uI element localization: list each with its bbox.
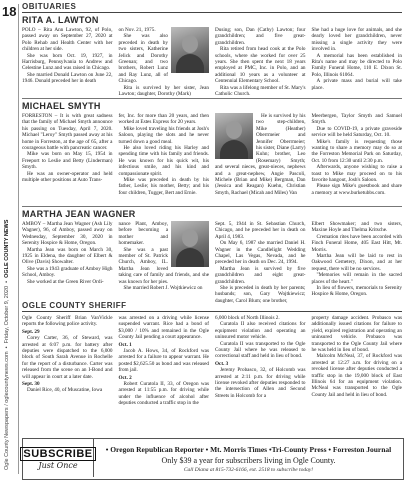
sheriff-date: Oct. 1	[118, 341, 132, 348]
obit-col-4	[312, 221, 403, 297]
obit-paragraph: Martha Jean is survived by five grandchildren and eight great-grandchildren.	[215, 265, 306, 285]
obit-paragraph: Meerbergen, Taylor Smyth and Samuel Smyth.	[311, 113, 402, 126]
obit-name: RITA A. LAWTON	[22, 15, 99, 25]
obit-paragraph: She was also preceded in death by two sisters, Katherine Jelick and Dorothy Greenan; and two brothers, Robert Lunz and Ray Lunz, all of Chicago.	[118, 33, 168, 85]
section-sheriff: OGLE COUNTY SHERIFF	[22, 301, 402, 312]
sheriff-paragraph: Ogle County Sheriff Brian VanVickle reports the following police activity.	[22, 315, 113, 328]
obit-paragraph: Martha Jean was born on March 30, 1925 in Eldena, the daughter of Elbert & Olive (Davis) Showalter.	[22, 246, 113, 266]
obit-paragraph: She was born Oct. 19, 1927, in Harrisburg, Pennsylvania to Andrew and Celestine Lunz and was raised in Chicago.	[22, 52, 113, 72]
subscribe-banner[interactable]	[22, 438, 404, 480]
sheriff-date: Sept. 29	[22, 328, 40, 335]
obit-paragraph: POLO – Rita Ann Lawton, 92, of Polo, passed away on September 27, 2020 at Polo Rehab and Health Center with her children at her side.	[22, 27, 113, 53]
obit-paragraph: On May 6, 1987 she married Daniel H. Wagner in the Candlelight Wedding Chapel, Las Vegas, Nevada, and he preceded her in death on Dec. 24, 1994.	[215, 240, 306, 266]
obit-paragraph: AMBOY – Martha Jean Wagner (Ash Lily Wagner), 96, of Amboy, passed away on Wednesday, September 30, 2020 in Serenity Hospice & Home, Oregon.	[22, 221, 113, 247]
obit-divider	[22, 206, 402, 207]
obit-name: MICHAEL SMYTH	[22, 101, 101, 111]
sidebar-sites: Ogle County Newspapers / oglecountynews.com	[4, 351, 10, 470]
obit-paragraph: A memorial has been established in Rita's name and may be directed to Polo Family Funeral Home, 110 E. Dixon St. Polo, Illinois 61064.	[311, 52, 402, 78]
obit-col-4	[312, 113, 403, 203]
sheriff-paragraph: Robert Curatola II, 33, of Oregon was arrested at 11:55 p.m. for driving while under the influence of alcohol after deputies conducted a traffic stop in the	[118, 381, 209, 407]
sheriff-date: Oct. 3	[215, 360, 229, 367]
obit-col-3	[215, 113, 306, 203]
obit-paragraph: Martha Jean will be laid to rest in Oakwood Cemetery, Dixon, and at her request, there will be no services.	[311, 253, 402, 272]
obit-col-4	[312, 27, 403, 95]
obit-paragraph: She was a past member of St. Patrick Church, Amboy, IL. Martha Jean loved taking care of family and friends, and she was known for her pies.	[118, 246, 209, 285]
page-sidebar	[0, 0, 20, 480]
obit-paragraph: She married Donald Lawton on June 22, 1946. Donald preceded her in death	[22, 71, 113, 85]
sheriff-paragraph: Curatola II also received citations for equipment violation and operating an uninsured motor vehicle.	[215, 321, 306, 341]
sidebar-date: Friday, October 9, 2020	[4, 285, 10, 344]
sheriff-col-1	[22, 315, 113, 403]
page-main	[22, 2, 402, 478]
sheriff-paragraph: 6,000 block of North Illinois 2.	[215, 315, 280, 321]
obit-col-2	[119, 221, 210, 297]
sheriff-report	[22, 315, 402, 407]
obit-paragraph: Rita retired from head cook at the Polo schools, where she worked for over 25 years. She then spent the next 18 years employed at PMC, Inc. in Polo, and an additional 10 years as a volunteer at Centennial Elementary School.	[215, 46, 306, 85]
obit-paragraph: Afterwards, anyone wishing to raise a toast to Mike may proceed on to his favorite hangout, Josh's Saloon.	[311, 164, 402, 184]
obit-paragraph: Elbert Showmaker; and two sisters, Maxine Hoyle and Thelma Kritsche.	[311, 221, 402, 234]
obituary-michael	[22, 101, 402, 203]
banner-text	[94, 439, 403, 479]
obit-paragraph: Sept. 5, 1944 in St. Sebastian Church, Chicago, and he preceded her in death on April 4, 1983.	[215, 221, 306, 240]
obit-paragraph: She is preceded in death by her parents; husbands; son, Gary Wojtkiewicz; daughter, Carol Blum; one brother,	[215, 285, 306, 304]
subscribe-word: SUBSCRIBE	[20, 447, 95, 461]
sheriff-paragraph: Curatola II was transported to the Ogle County Jail where he was released to correctional staff and held in lieu of bond.	[215, 340, 306, 360]
obit-col-2	[118, 27, 210, 98]
obit-paragraph: FORRESTON – It is with great sadness that the family of Michael Smyth announce his passing on Tuesday, April 7, 2020. Michael "Leroy" Smyth passed away at his home in Forreston, at the age of 65, after a courageous battle with pancreatic cancer.	[22, 113, 113, 152]
obit-paragraph: "Memories will remain in the sacred places of the heart."	[311, 272, 402, 285]
obit-paragraph: Dusing; son, Dan (Cathy) Lawton; four grandchildren; and five great-grandchildren.	[215, 27, 306, 46]
obit-paragraph: nance Plant, Amboy, before becoming a mother and homemaker.	[118, 221, 168, 247]
sheriff-paragraph: Daniel Rice, 40, of Muscatine, Iowa	[27, 387, 103, 394]
obit-paragraph: She married Robert J. Wojtkiewicz on	[123, 285, 203, 292]
sheriff-col-4	[312, 315, 403, 403]
sheriff-paragraph: property damage accident. Probasco was additionally issued citations for failure to yield, expired registration and operating an uninsured vehicle. Probasco was transported to the Ogle County Jail where he was held in lieu of bond.	[311, 315, 402, 354]
obit-paragraph: She worked at the Green River Ordi-	[27, 278, 104, 285]
obit-col-1	[22, 113, 113, 203]
obit-photo	[171, 27, 209, 73]
obit-paragraph: Mike's family is requesting those wanting to share a memory may do so at the Forreston Memorial Park on Saturday, Oct. 10 from 12:30 until 2:30 p.m.	[311, 138, 402, 164]
obit-photo	[171, 221, 209, 267]
sheriff-date: Sept. 30	[22, 381, 40, 388]
obit-paragraph: Cremation rites have been accorded with Finch Funeral Home, 405 East Hitt, Mt. Morris.	[311, 233, 402, 253]
obit-col-1	[22, 221, 113, 297]
obit-paragraph: on Nov. 21, 1975.	[118, 27, 156, 33]
obit-photo	[215, 113, 253, 159]
obit-paragraph: Mike was preceded in death by his father, Leslie; his mother, Betty; and his four children, Tugger, Bert and Ernie.	[118, 177, 209, 196]
section-obituaries: OBITUARIES	[22, 2, 402, 13]
obit-paragraph: He was an owner-operator and held multiple other positions at Auto Trans-	[22, 170, 113, 184]
banner-price: Only $39 a year for subscribers living in Ogle County.	[161, 456, 336, 465]
sheriff-date: Oct. 2	[118, 374, 132, 381]
obit-paragraph: He also loved riding his Harley and spending time with his family and friends. He was known for his quick wit, his infectious smile, and his kind and compassionate spirit.	[118, 145, 209, 177]
obituary-rita	[22, 15, 402, 98]
sheriff-paragraph: Jeremy Probasco, 32, of Holcomb was arrested at 2:11 p.m. for driving while license revoked after deputies responded to the intersection of Allen and Second Streets in Holcomb for a	[215, 367, 306, 399]
obit-paragraph: Mike was born on May 15, 1954 in Freeport to Leslie and Betty (Linderman) Smyth.	[22, 151, 113, 171]
obit-col-1	[22, 27, 113, 95]
obit-paragraph: Rita is survived by her sister, Jean Lawton; daughter, Dorothy (Mark)	[118, 84, 209, 98]
obit-col-3	[215, 221, 306, 304]
obit-paragraph: fer, Inc. for more than 20 years, and then worked at Estes Express for 20 years.	[118, 113, 209, 126]
sheriff-col-3	[215, 315, 306, 403]
obit-paragraph: He is survived by his two step-children, Mike (Heather) Oberrmeier and Jennifer Oberrmeier; his sister, Diane (Larry) Kuhn; brother, Leo (Rosemary) Smyth; and several nieces, great-nieces, nephews and a great-nephew, Angie Pascoli, Michele (Brian and Mike) Bergman, Dan (Jessica and Reagan) Kuehn, Christian Smyth, Rachael (Micah and Miles) Van	[215, 113, 306, 196]
obit-paragraph: She had a huge love for animals, and she dearly loved her grandchildren, never missing a single activity they were involved in.	[311, 27, 402, 53]
obit-paragraph: Rita was a lifelong member of St. Mary's Catholic Church.	[215, 84, 306, 98]
sheriff-paragraph: Jacob A. Hows, 34, of Rockford was arrested for a failure to appear warrant. He posted $2,625.50 as bond and was released from jail.	[118, 348, 209, 374]
sheriff-paragraph: Corey Carter, 36, of Steward, was arrested at 6:07 p.m. for battery after deputies were dispatched to the 6,000 block of South Sarah Avenue in Rochelle for the report of a disturbance. Carter was released from the scene on an I-Bond and will appear in court at a later date.	[22, 335, 113, 380]
obit-col-3	[215, 27, 306, 98]
obit-paragraph: She was a 1943 graduate of Amboy High School, Amboy.	[22, 265, 113, 279]
banner-papers: • Oregon Republican Reporter • Mt. Morris Times •Tri-County Press • Forreston Journal	[105, 445, 392, 454]
sidebar-divider	[18, 4, 19, 474]
obit-divider	[22, 98, 402, 99]
sheriff-paragraph: was arrested on a driving while license suspended warrant. Rice had a bond of $3,000 / 10% and remained in the Ogle County Jail pending a court appearance.	[118, 315, 209, 341]
subscribe-script: Just Once	[38, 460, 78, 470]
obit-name: MARTHA JEAN WAGNER	[22, 209, 136, 219]
page-number: 18	[2, 4, 17, 19]
subscribe-logo	[23, 439, 94, 477]
obituary-martha	[22, 209, 402, 304]
sidebar-paper: OGLE COUNTY NEWS	[4, 219, 10, 278]
banner-call: Call Diana at 815-732-6166, ext. 2518 to subscribe today!	[183, 467, 314, 473]
obit-paragraph: In lieu of flowers, memorials to Serenity Hospice & Home, Oregon.	[311, 285, 402, 298]
sheriff-col-2	[118, 315, 210, 407]
obit-paragraph: Mike loved traveling his friends at Josh's Saloon, playing the slots and he never turned down a good meal.	[118, 125, 209, 145]
sheriff-paragraph: Malcolm McNeal, 37, of Rockford was arrested at 12:27 a.m. for driving on a revoked license after deputies conducted a traffic stop in the 19,000 block of East Illinois 64 for an equipment violation. McNeal was transported to the Ogle County Jail and held in lieu of bond.	[311, 353, 402, 398]
obit-col-2	[119, 113, 210, 203]
obit-paragraph: Due to COVID-19, a private graveside service will be held Saturday, Oct. 10.	[311, 125, 402, 139]
sidebar-masthead: Ogle County Newspapers / oglecountynews.com • Friday, October 9, 2020 • OGLE COUNTY NEWS	[4, 219, 10, 470]
obit-paragraph: Please sign Mike's guestbook and share a memory at www.burketubbs.com.	[311, 183, 402, 196]
obit-paragraph: A private mass and burial will take place.	[311, 78, 402, 91]
